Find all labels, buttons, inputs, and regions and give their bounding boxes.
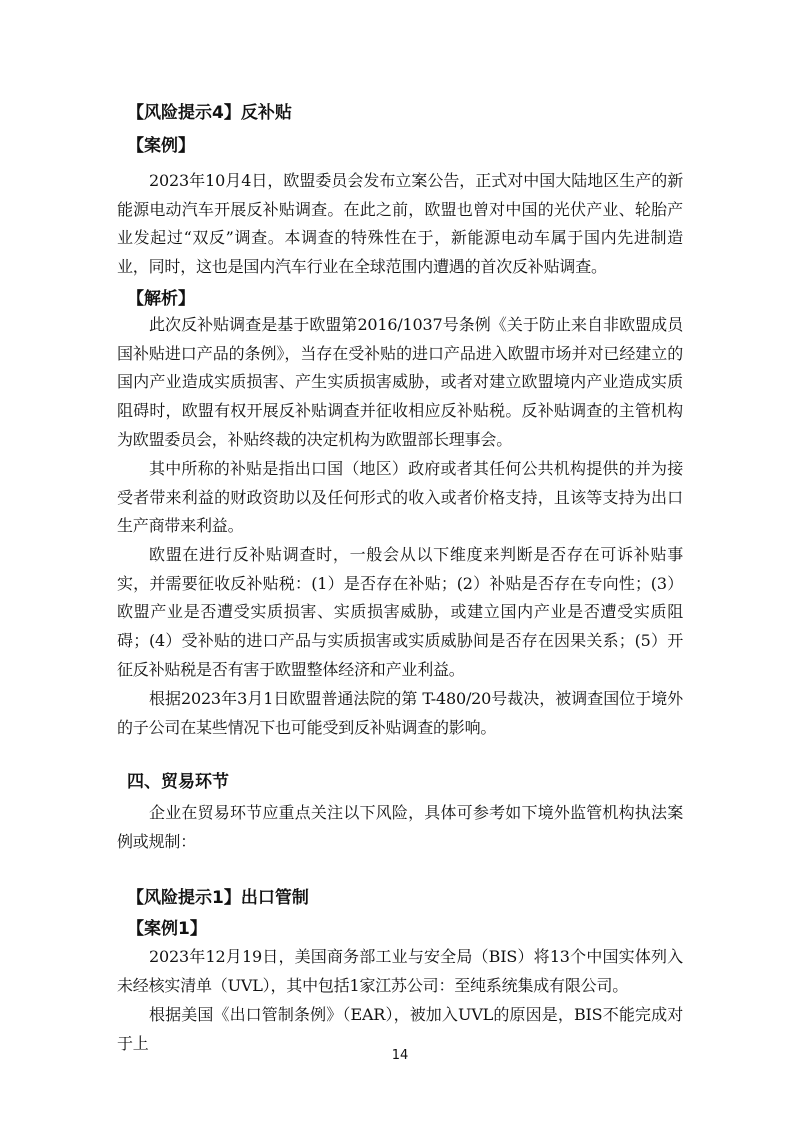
analysis-paragraph-3: 欧盟在进行反补贴调查时，一般会从以下维度来判断是否存在可诉补贴事实，并需要征收反补贴税：(1）是否存在补贴；(2）补贴是否存在专向性；(3）欧盟产业是否遭受实质损害、实质损害威胁，或建立国内产业是否遭受实质阻碍；(4）受补贴的进口产品与实质损害或实质威胁间是否存在因果关系；(5）开征反补贴税是否有害于欧盟整体经济和产业利益。: [117, 545, 683, 679]
section-4-intro: 企业在贸易环节应重点关注以下风险，具体可参考如下境外监管机构执法案例或规制：: [117, 803, 683, 851]
case-1-heading: 【案例1】: [127, 919, 207, 939]
analysis-paragraph-2: 其中所称的补贴是指出口国（地区）政府或者其任何公共机构提供的并为接受者带来利益的财政资助以及任何形式的收入或者价格支持，且该等支持为出口生产商带来利益。: [117, 459, 683, 536]
risk-tip-4-heading: 【风险提示4】反补贴: [127, 103, 292, 123]
case-paragraph: 2023年10月4日，欧盟委员会发布立案公告，正式对中国大陆地区生产的新能源电动汽车开展反补贴调查。在此之前，欧盟也曾对中国的光伏产业、轮胎产业发起过“双反”调查。本调查的特殊性在于，新能源电动车属于国内先进制造业，同时，这也是国内汽车行业在全球范围内遭遇的首次反补贴调查。: [117, 171, 683, 277]
case-heading: 【案例】: [127, 136, 195, 156]
risk-tip-1-heading: 【风险提示1】出口管制: [127, 888, 309, 908]
analysis-paragraph-1: 此次反补贴调查是基于欧盟第2016/1037号条例《关于防止来自非欧盟成员国补贴进口产品的条例》，当存在受补贴的进口产品进入欧盟市场并对已经建立的国内产业造成实质损害、产生实质损害威胁，或者对建立欧盟境内产业造成实质阻碍时，欧盟有权开展反补贴调查并征收相应反补贴税。反补贴调查的主管机构为欧盟委员会，补贴终裁的决定机构为欧盟部长理事会。: [117, 315, 683, 449]
case-1-paragraph-2: 根据美国《出口管制条例》（EAR），被加入UVL的原因是，BIS不能完成对于上: [117, 1005, 683, 1053]
analysis-paragraph-4: 根据2023年3月1日欧盟普通法院的第 T-480/20号裁决，被调查国位于境外的子公司在某些情况下也可能受到反补贴调查的影响。: [117, 689, 683, 737]
analysis-heading: 【解析】: [127, 289, 195, 309]
case-1-paragraph-1: 2023年12月19日，美国商务部工业与安全局（BIS）将13个中国实体列入未经核实清单（UVL），其中包括1家江苏公司：至纯系统集成有限公司。: [117, 947, 683, 995]
section-4-heading: 四、贸易环节: [127, 772, 229, 792]
page-number: 14: [391, 1048, 409, 1063]
